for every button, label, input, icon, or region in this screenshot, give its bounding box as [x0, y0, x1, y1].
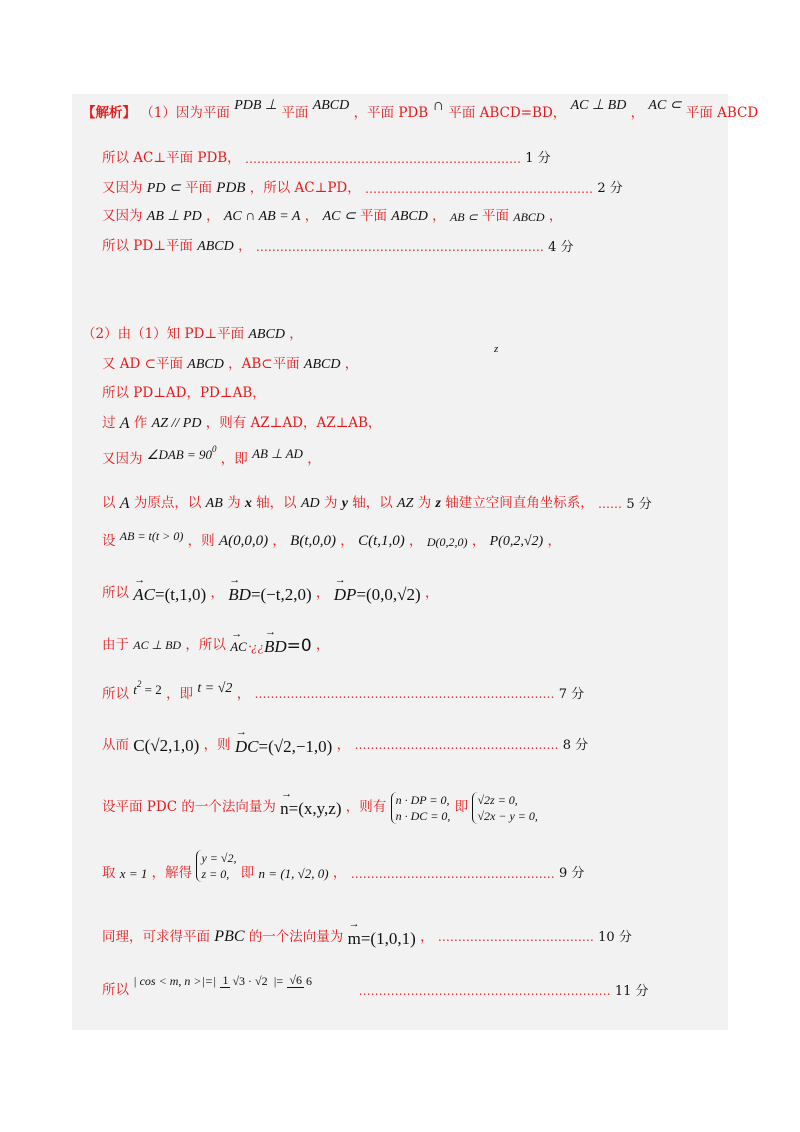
math: ABCD [312, 98, 350, 113]
equation: y = √2, [201, 850, 237, 865]
p2-line5 [102, 443, 321, 467]
text: ，则有 AZ⊥AD，AZ⊥AB， [205, 415, 382, 432]
text: ，所以 [185, 636, 226, 653]
superscript: 2 [136, 678, 142, 689]
p2-line4 [102, 416, 381, 432]
math: t = √2 [197, 681, 233, 697]
text: 所以 [102, 584, 129, 601]
p1-line3 [102, 181, 623, 196]
math: C(t,1,0) [358, 533, 405, 549]
point-c: C(√2,1,0) [133, 735, 200, 755]
vector-dp [334, 584, 421, 603]
p1-line1 [82, 97, 759, 122]
text: 从而 [102, 736, 129, 753]
text: ， [307, 450, 321, 467]
text: 为 [227, 495, 241, 512]
text: ， [332, 865, 347, 881]
text: ，平面 PDB [353, 105, 429, 122]
p2-line1 [82, 328, 303, 342]
p2-line8 [102, 584, 438, 603]
text: ，则 [187, 532, 215, 549]
math: AD [300, 496, 320, 511]
math: AC ⊂ [648, 98, 682, 113]
math: AZ [397, 496, 414, 511]
math: PDB [216, 180, 246, 196]
math: AB ⊥ PD [146, 209, 202, 224]
vector-label: → m [348, 930, 361, 947]
text: 平面 [481, 208, 509, 225]
vector-label: → n [280, 800, 289, 817]
text: ，所以 AC⊥PD， [249, 179, 361, 196]
vector-value: =(−t,2,0) [250, 584, 312, 604]
text: ，即 [220, 450, 248, 467]
p2-line3 [102, 387, 266, 401]
text: 又因为 [102, 208, 143, 225]
math: AC ⊥ BD [133, 638, 182, 653]
math: AB ⊥ AD [252, 445, 303, 461]
math: x [244, 496, 252, 511]
text: 同理，可求得平面 [102, 928, 210, 945]
denominator: 6 [305, 973, 312, 988]
p2-line11 [102, 736, 588, 755]
score: 10 分 [598, 929, 632, 945]
vector-bd [228, 584, 311, 603]
vector-label: → DC [235, 738, 259, 755]
equation: =0 [286, 635, 312, 656]
dot-leader: ……………………………………………………………… [255, 240, 544, 254]
text: ，即 [166, 685, 194, 702]
dot-leader: …………………………………………… [354, 738, 559, 753]
text: 平面 [359, 208, 387, 225]
vector-dc [235, 736, 332, 755]
math: P(0,2,√2) [489, 533, 544, 549]
vector-label: → AC [133, 586, 155, 603]
score: 8 分 [562, 737, 589, 753]
math: PDB ⊥ [234, 98, 278, 113]
figure-z-label [494, 343, 498, 357]
z-axis-label: z [494, 343, 499, 355]
math: ∩ [432, 97, 445, 114]
text: 设平面 PDC 的一个法向量为 [102, 799, 276, 815]
text: ， [236, 685, 251, 702]
denominator: √3 · √2 [232, 973, 268, 988]
text: ，解得 [151, 865, 193, 881]
variable: t [133, 681, 137, 697]
equation: = 2 [144, 681, 162, 697]
angle-expr: ∠DAB = 90 [146, 446, 212, 462]
math: AB ⊂ [449, 210, 478, 224]
score: 11 分 [614, 983, 649, 999]
text: 轴，以 [352, 495, 393, 512]
dot-leader: …………………………………………………………… [244, 151, 521, 166]
text: 即 [454, 799, 469, 815]
vector-value: =(√2,−1,0) [258, 736, 333, 756]
text: ， [238, 238, 252, 255]
text: 取 [102, 865, 116, 881]
text: ， [289, 326, 303, 343]
text: 的一个法向量为 [248, 928, 344, 945]
p2-line14 [102, 928, 632, 947]
text: ，则有 [345, 799, 387, 815]
normal-vector-n [280, 798, 341, 817]
equation: √2x − y = 0, [477, 808, 538, 823]
text: ， [548, 208, 563, 225]
text: 平面 ABCD [685, 105, 759, 122]
vector-value: =(t,1,0) [155, 584, 207, 604]
math: ABCD [197, 239, 234, 254]
score: 2 分 [597, 181, 623, 196]
text: 过 [102, 415, 116, 432]
text: ， [432, 208, 446, 225]
text: ， [547, 532, 561, 549]
dot-leader: …………………………………………… [350, 866, 555, 881]
math: A [119, 415, 130, 432]
p2-line6 [102, 496, 652, 512]
equation-system-3 [196, 850, 236, 882]
text: ， [315, 584, 330, 601]
text: 所以 [102, 685, 129, 702]
text: ， [420, 928, 434, 945]
score: 7 分 [558, 686, 585, 702]
text: ，则 [203, 736, 231, 753]
dot-product [230, 636, 312, 655]
text: 又因为 [102, 179, 143, 196]
text: 为 [323, 495, 338, 512]
math: PD ⊂ [146, 180, 181, 196]
text: 设 [102, 532, 116, 549]
solution-panel [72, 94, 728, 1030]
text: 即 [240, 865, 255, 881]
cosine-expression [133, 974, 314, 988]
score: 9 分 [559, 866, 585, 882]
p1-line4 [102, 210, 562, 224]
math: y [341, 496, 348, 511]
math: AB = t(t > 0) [119, 528, 184, 543]
text: ， [471, 532, 486, 549]
dot-leader: ………………………………………………………………… [254, 687, 555, 702]
math: AC ⊂ [322, 209, 356, 224]
math [133, 678, 162, 697]
numerator: 1 [222, 973, 229, 988]
p2-line7 [102, 528, 561, 549]
p2-line12 [102, 792, 538, 824]
text: 由于 [102, 636, 129, 653]
text: ， [206, 208, 220, 225]
dot-leader: ……………………………………………………… [358, 984, 611, 999]
math [146, 443, 217, 462]
math: ABCD [513, 210, 545, 224]
text: 轴，以 [256, 495, 297, 512]
dot-leader: ………………………………… [437, 930, 594, 945]
text: ， [409, 532, 423, 549]
vector-label: → BD [228, 586, 251, 603]
math: AB [205, 496, 223, 511]
normal-vector-m [348, 928, 416, 947]
fraction-1 [220, 974, 269, 988]
math: |= [273, 974, 284, 989]
vector-label: → AC [230, 640, 247, 653]
text: ， [210, 584, 224, 601]
math: ABCD [391, 209, 428, 224]
p2-line15 [102, 973, 649, 999]
text: 所以 PD⊥AD，PD⊥AB， [102, 385, 266, 401]
text: （1）因为平面 [140, 105, 230, 122]
p2-line2 [102, 358, 358, 372]
math: ABCD [187, 357, 224, 372]
numerator: √6 [289, 973, 302, 988]
text: 又 AD ⊂平面 [102, 356, 183, 373]
math: PBC [214, 928, 245, 946]
vector-ac [133, 584, 206, 603]
p1-line5 [102, 240, 574, 254]
math: ABCD [248, 327, 285, 342]
math: B(t,0,0) [290, 533, 336, 549]
text: ， [424, 584, 439, 601]
text: 平面 [281, 105, 309, 122]
math: z [435, 496, 441, 511]
math: AC ∩ AB = A [223, 209, 301, 224]
p2-line10 [102, 678, 585, 702]
dot-leader: ………………………………………………… [365, 181, 594, 196]
text: 为原点，以 [133, 495, 202, 512]
text: ， [344, 356, 359, 373]
vector-label: → DP [334, 586, 357, 603]
equation: z = 0, [201, 866, 230, 881]
solution-tag: 【解析】 [82, 105, 136, 122]
equation: √2z = 0, [477, 792, 518, 807]
score: 4 分 [548, 239, 574, 255]
text: ， [630, 105, 645, 122]
text: 所以 [102, 982, 129, 999]
p2-line9 [102, 636, 329, 655]
math: ABCD [303, 357, 341, 372]
vector-label: → BD [264, 638, 287, 655]
math: x = 1 [119, 866, 148, 882]
equation-system-1 [391, 792, 451, 824]
garbled-operator: ⋅¿¿ [246, 638, 264, 654]
text: 又因为 [102, 450, 143, 467]
math: AC ⊥ BD [570, 98, 627, 113]
text: 以 [102, 495, 116, 512]
text: 平面 ABCD=BD， [448, 105, 567, 122]
math: n = (1, √2, 0) [258, 866, 329, 882]
math: D(0,2,0) [426, 534, 468, 549]
text: ， [315, 636, 330, 653]
text: 所以 PD⊥平面 [102, 238, 193, 255]
superscript: 0 [212, 443, 217, 454]
p2-line13 [102, 850, 585, 890]
math: | cos < m, n >|=| [133, 974, 217, 989]
math: AZ // PD [151, 416, 202, 431]
equation-system-2 [472, 792, 537, 824]
text: 轴建立空间直角坐标系， [445, 495, 594, 512]
score: 5 分 [626, 496, 652, 512]
text: ，AB⊂平面 [228, 356, 300, 373]
math: A [119, 495, 130, 512]
text: ， [272, 532, 286, 549]
fraction-2 [287, 974, 314, 988]
text: （2）由（1）知 PD⊥平面 [82, 326, 245, 343]
vector-value: =(x,y,z) [288, 799, 342, 819]
equation: n · DC = 0, [395, 808, 451, 823]
text: 作 [133, 415, 148, 432]
text: ， [304, 208, 319, 225]
math: A(0,0,0) [218, 533, 269, 549]
text: ， [340, 532, 354, 549]
score: 1 分 [525, 151, 551, 167]
text: ， [336, 736, 351, 753]
dot-leader: …… [598, 497, 623, 511]
p1-line2 [102, 152, 551, 166]
vector-value: =(1,0,1) [360, 928, 416, 948]
text: 所以 AC⊥平面 PDB， [102, 150, 241, 166]
text: 为 [417, 495, 432, 512]
equation: n · DP = 0, [395, 792, 450, 807]
vector-value: =(0,0,√2) [356, 584, 421, 604]
text: 平面 [185, 179, 212, 196]
